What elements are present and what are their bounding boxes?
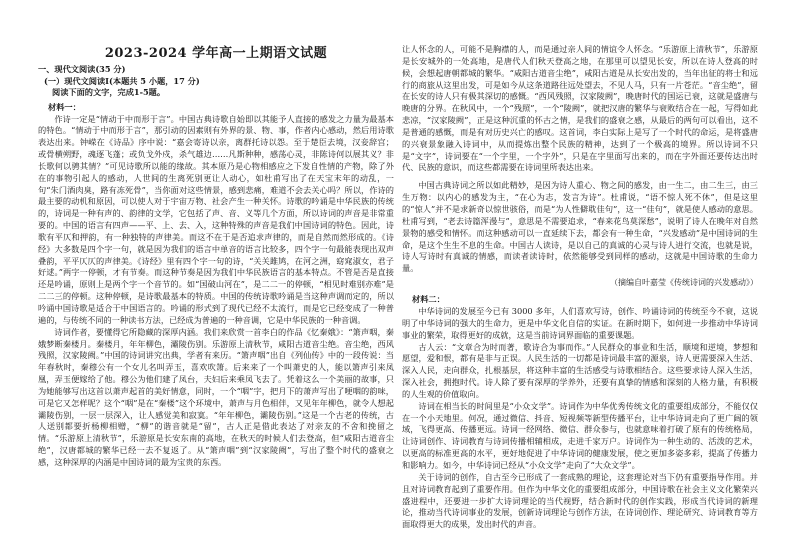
paragraph: 作诗一定是“情动于中而形于言”。中国古典诗歌自始即以其能予人直接的感发之力量为最基本的特色。“情动于中而形于言”，那引动的因素则有外界的景、物、事，作者内心感动，然后用诗歌表达出来。钟嵘在《诗品》序中说：“嘉会寄诗以亲，离群托诗以怨。至于楚臣去境，汉妾辞宫；或骨横朔野，魂逐飞蓬；或负戈外戍，杀气雄边……凡斯种种，感荡心灵，非陈诗何以展其义？非长歌何以骋其情？”可见诗歌所以能的缘故。其本原乃是心物相感应之下发自性情的产物，除了外在的事物引起人的感动，人世间的生离死别更让人动心，如杜甫写出了在天宝末年的动乱，一句“朱门酒肉臭，路有冻死骨”，当你面对这些情景，感到悲痛，难道不会去关心吗？所以，作诗的最主要的动机和原因，可以使人对于宇宙万物、社会产生一种关怀。诗歌的吟诵是中华民族的传统的，诗词是一种有声的、韵律的文学，它包括了声、音、义等几个方面，所以诗词的声音是非常重要的。中国的语言有四声——平、上、去、入，这种特殊的声音是我们中国诗词的特色。因此，诗歌有平仄和押韵，有一种独特的声律美。而这不在于是否追求声律的，而是自然而然形成的。《诗经》大多数是四个字一句，就是因为我们的语言中单音的语言比较多，四个字一句最能表现出双声叠韵，平平仄仄的声律美。《诗经》里有四个字一句的诗，“关关雎鸠，在河之洲，窈窕淑女，君子好逑。”两字一停顿，才有节奏。而这种节奏是因为我们中华民族语言的基本特点。不管是否是直接还是吟诵，原则上是两个字一个音节的。如“国破山河在”，是二二一的停顿，“相见时难别亦难”是二二三的停顿。这种停顿，是诗歌最基本的特质。中国的传统诗歌吟诵是当这种声调而定的，所以吟诵中国诗歌是适合于中国语言的。吟诵的形式到了现代已经不太流行，而是它已经变成了一种普遍的，与传统不同的一种读书方法，已经成为普遍的一种音调，它是中华民族的一种音调。	[38, 113, 394, 325]
paragraph: 中华诗词的发展至今已有 3000 多年，人们喜欢写诗，创作、吟诵诗词的传统至今不衰，这说明了中华诗词的强大的生命力，更是中华文化自信的实证。在新时期下，如何进一步推动中华诗词事业的繁荣，取得更好的成就，这是当前诗词界面临的重要课题。	[402, 306, 758, 340]
left-body	[38, 64, 394, 469]
section-heading: 一、现代文阅读(35 分)	[38, 64, 126, 74]
material-2-label: 材料二：	[412, 294, 445, 305]
paragraph: 诗词在相当长的时间里是“小众文学”。诗词作为中华优秀传统文化的重要组成部分，不能仅仅在一个小天地里。何况，通过微信、抖音、短视频等新型传播平台，让中华诗词走向了更广阔的领域，飞得更高、传播更远。诗词一经网络、微信、群众参与，也就意味着打破了原有的传统格局，让诗词创作、诗词教育与诗词传播相辅相成，走进千家万户。诗词作为一种生动的、活泼的艺术，以更高的标准更高的水平，更好地促进了中华诗词的健康发展，使之更加多姿多彩，提高了传播力和影响力。如今，中华诗词已经从“小众文学”走向了“大众文学”。	[402, 400, 758, 470]
paragraph: 关于诗词的创作，自古至今已形成了一套成熟的理论，这套理论对当下仍有重要指导作用。并且对诗词教育起到了重要作用。但作为中华文化的重要组成部分，中国诗歌在社会主义文化繁荣兴盛进程中，还要进一步扩大诗词理论的当代视野，结合新时代的创作实践，形成当代诗词的新理论，推动当代诗词事业的发展，创新诗词理论与创作方法，在诗词创作、理论研究、诗词教育等方面取得更大的成果，发出时代的声音。	[402, 471, 758, 530]
right-column	[402, 0, 758, 560]
right-body	[402, 44, 758, 531]
material-1-label: 材料一：	[48, 101, 81, 112]
exam-title: 2023-2024 学年高一上期语文试题	[104, 46, 328, 61]
subsection-heading: (一）现代文阅读Ⅰ(本题共 5 小题，17 分)	[44, 75, 200, 86]
paragraph: 诗词作者，要懂得它所隐藏的深厚内涵。我们来欣赏一首李白的作品《忆秦娥》：“箫声咽，秦娥梦断秦楼月。秦楼月，年年柳色，灞陵伤别。乐游原上清秋节，咸阳古道音尘绝。音尘绝，西风残照，汉家陵阙。”中国的诗词讲究出典，学者有来历。“箫声咽”出自《列仙传》中的一段传说：当年春秋时，秦穆公有一个女儿名叫弄玉，喜欢吹箫。后来来了一个叫萧史的人，能以箫声引来凤凰，弄玉便嫁给了他。穆公为他们建了凤台，夫妇后来乘凤飞去了。凭着这么一个美丽的故事，只为她能够写出这首以萧声起首的美好情意，同时，一个“咽”字，把月下的萧声写出了哽咽的韵味，可是它又怎样呢？这个“咽”是在“秦楼”这个环境中，萧声与月色相伴，又见年年柳色，就令人想起灞陵伤别，一层一层深入，让人感觉美和寂寞。“年年柳色，灞陵伤别。”这是一个古老的传统，古人送别都要折杨柳相赠，“柳”的谐音就是“留”，古人正是借此表达了对亲友的不舍和挽留之情。“乐游原上清秋节”，乐游原是长安东南的高地，在秋天的时候人们去登高，但“咸阳古道音尘绝”，汉唐都城的繁华已经一去不复返了。从“箫声咽”到“汉家陵阙”，写出了整个时代的盛衰之感，这种深厚的内涵是中国诗词的最为宝贵的东西。	[38, 326, 394, 467]
paragraph: 让人怀念的人，可能不是胸襟的人，而是通过亲人间的情谊令人怀念。“乐游原上清秋节”，乐游原是长安城外的一处高地，是唐代人们秋天登高之地，在那里可以望见长安，所以在诗人登高的时候，会想起唐朝都城的繁华。“咸阳古道音尘绝”，咸阳古道是从长安出发的，当年出征的将士和远行的商旅从这里出发，可是如今从这条道路往远处望去，不见人马，只有一片苍茫。“音尘绝”，留在长安的诗人只有极其深切的感慨。“西风残照，汉家陵阙”，晚唐时代的国运已衰，这就是盛唐与晚唐的分界。在秋风中，一个“残照”，一个“陵阙”，就把汉唐的繁华与衰败结合在一起，写得如此悲凉，“汉家陵阙”，正是这种沉重的怀古之情，是我们的盛衰之感，从最后的两句可以看出，这不是普通的感慨，而是有对历史兴亡的感叹。这首词，李白实际上是写了一个时代的命运，是将盛唐的兴衰景象融入诗词中，从而提炼出整个民族的精神，达到了一个极高的境界。所以诗词不只是“文字”，诗词要在“一个字里，一个字外”，只是在字里面写出来的，而在字外面还要传达出时代、民族的意识，而这些都需要在诗词里所表达出来。	[402, 44, 758, 173]
paragraph: 古人云：“文章合为时而著，歌诗合为事而作。”人民群众的事业和生活，顺境和逆境，梦想和愿望，爱和恨，都有是非与正误。人民生活的一切都是诗词最丰富的源泉，诗人更需要深入生活、深入人民，走向群众，扎根基层，将这种丰富的生活感受与诗歌相结合。这些要求诗人深入生活，深入社会，拥抱时代。诗人除了要有深厚的学养外，还要有真挚的情感和深刻的人格力量，有积极的人生观的价值取向。	[402, 341, 758, 399]
left-column	[38, 0, 394, 560]
paragraph: 中国古典诗词之所以如此精妙，是因为诗人重心、物之间的感发，由一生二，由二生三，由三生万物：以内心的感发为主，“在心为志，发言为诗”。杜甫说，“语不惊人死不休”，但是这里的“惊人”并不是求新奇以惊世骇俗，而是“为人性僻耽佳句”，这一“佳句”，就是使人感动的意思。杜甫写到，“老去诗篇浑漫与”，意思是不需要追求，“春来花鸟莫深愁”，说明了诗人在晚年对自然景物的感受和情怀。而这种感动可以一直延续下去，都会有一种生命，“兴发感动”是中国诗词的生命，是这个生生不息的生命。中国古人读诗，是以自己的真诚的心灵与诗人进行交流，也就是说，诗人写诗时有真诚的情感，而读者读诗时，依然能够受到同样的感动，这就是中国诗歌的生命力量。	[402, 180, 758, 274]
reading-instruction: 阅读下面的文字，完成1-5题。	[52, 87, 166, 97]
source-citation: （摘编自叶嘉莹《传统诗词的兴发感动》）	[610, 278, 758, 288]
